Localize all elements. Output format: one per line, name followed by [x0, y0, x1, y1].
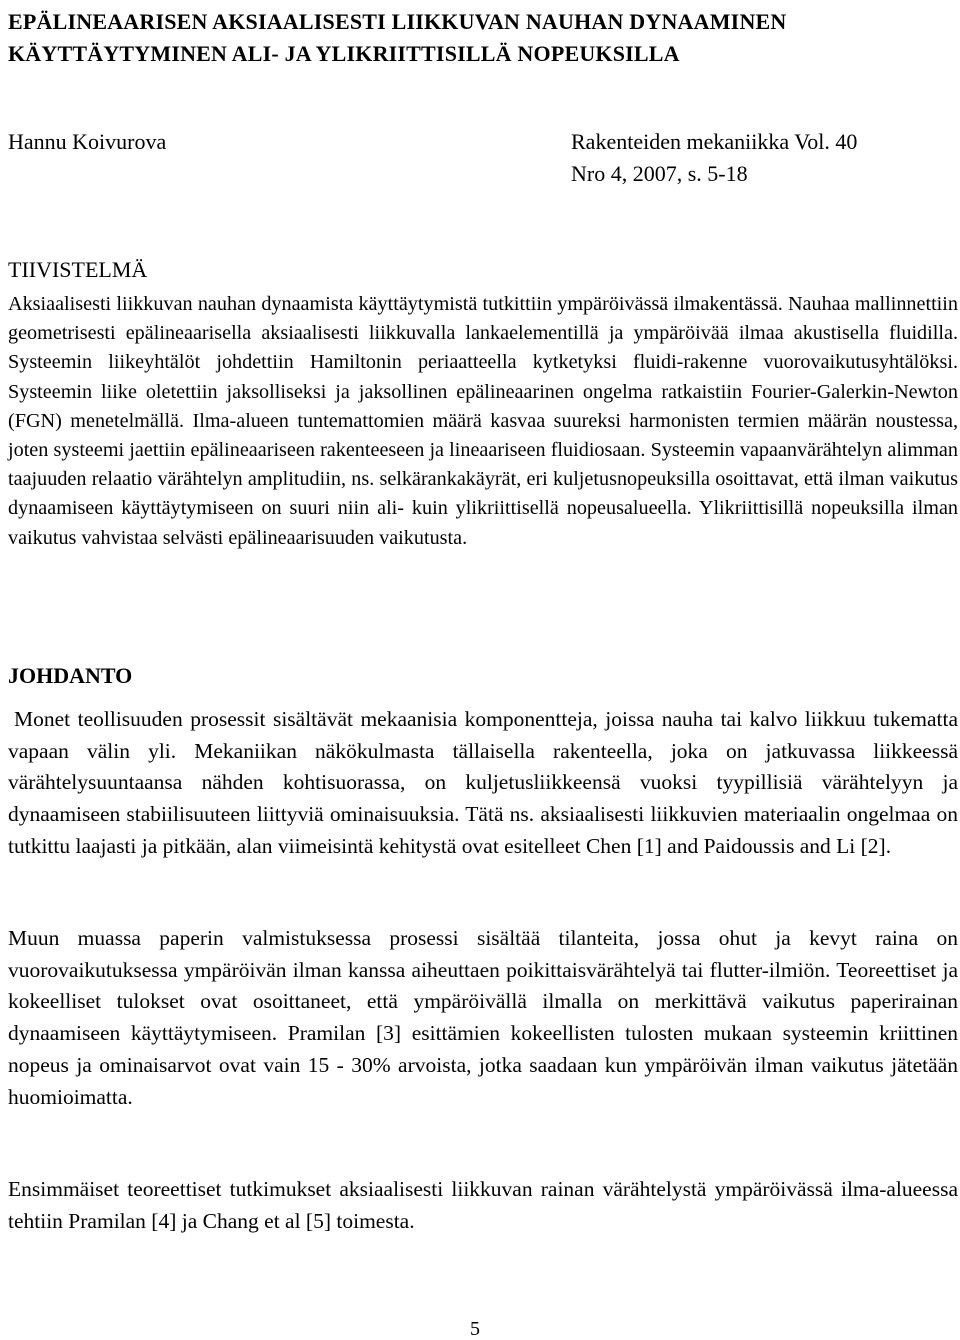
- abstract-text: Aksiaalisesti liikkuvan nauhan dynaamista käyttäytymistä tutkittiin ympäröivässä ilmakentässä. Nauhaa mallinnettiin geometrisesti epälineaarisella aksiaalisesti liikkuvalla lankaelementillä ja ympäröivää ilmaa akustisella fluidilla. Systeemin liikeyhtälöt johdettiin Hamiltonin periaatteella kytketyksi fluidi-rakenne vuorovaikutusyhtälöksi. Systeemin liike oletettiin jaksolliseksi ja jaksollinen epälineaarinen ongelma ratkaistiin Fourier-Galerkin-Newton (FGN) menetelmällä. Ilma-alueen tuntemattomien määrä kasvaa suureksi harmonisten termien määrän noustessa, joten systeemi jaettiin epälineaariseen rakenteeseen ja lineaariseen fluidiosaan. Systeemin vapaanvärähtelyn alimman taajuuden relaatio värähtelyn amplitudiin, ns. selkärankakäyrät, eri kuljetusnopeuksilla osoittavat, että ilman vaikutus dynaamiseen käyttäytymiseen on suuri niin ali- kuin ylikriittisellä nopeusalueella. Ylikriittisillä nopeuksilla ilman vaikutus vahvistaa selvästi epälineaarisuuden vaikutusta.: [8, 293, 958, 549]
- publication-source: [571, 126, 857, 190]
- introduction-paragraph-1: Monet teollisuuden prosessit sisältävät mekaanisia komponentteja, joissa nauha tai kalvo liikkuu tukematta vapaan välin yli. Mekaniikan näkökulmasta tällaisella rakenteella, joka on jatkuvassa liikkeessä värähtelysuuntaansa nähden kohtisuorassa, on kuljetusliikkeensä vuoksi tyypillisiä värähtelyyn ja dynaamiseen stabiilisuuteen liittyviä ominaisuuksia. Tätä ns. aksiaalisesti liikkuvien materiaalin ongelmaa on tutkittu laajasti ja pitkään, alan viimeisintä kehitystä ovat esitelleet Chen [1] and Paidoussis and Li [2].: [8, 707, 958, 858]
- introduction-paragraph-3: Ensimmäiset teoreettiset tutkimukset aksiaalisesti liikkuvan rainan värähtelystä ympäröivässä ilma-alueessa tehtiin Pramilan [4] ja Chang et al [5] toimesta.: [8, 1177, 958, 1233]
- journal-name: Rakenteiden mekaniikka Vol. 40: [571, 129, 858, 154]
- title-line-1: EPÄLINEAARISEN AKSIAALISESTI LIIKKUVAN NAUHAN DYNAAMINEN: [8, 9, 787, 34]
- abstract-heading: TIIVISTELMÄ: [8, 257, 148, 282]
- journal-issue: Nro 4, 2007, s. 5-18: [571, 161, 748, 186]
- page-number: 5: [470, 1318, 480, 1340]
- author-name: Hannu Koivurova: [8, 129, 167, 154]
- paper-title: [8, 6, 787, 70]
- title-line-2: KÄYTTÄYTYMINEN ALI- JA YLIKRIITTISILLÄ NOPEUKSILLA: [8, 41, 680, 66]
- introduction-heading: JOHDANTO: [8, 663, 133, 688]
- introduction-paragraph-2: Muun muassa paperin valmistuksessa prosessi sisältää tilanteita, jossa ohut ja kevyt raina on vuorovaikutuksessa ympäröivän ilman kanssa aiheuttaen poikittaisvärähtelyä tai flutter-ilmiön. Teoreettiset ja kokeelliset tulokset ovat osoittaneet, että ympäröivällä ilmalla on merkittävä vaikutus paperirainan dynaamiseen käyttäytymiseen. Pramilan [3] esittämien kokeellisten tulosten mukaan systeemin kriittinen nopeus ja ominaisarvot ovat vain 15 - 30% arvoista, jotka saadaan kun ympäröivän ilman vaikutus jätetään huomioimatta.: [8, 926, 958, 1109]
